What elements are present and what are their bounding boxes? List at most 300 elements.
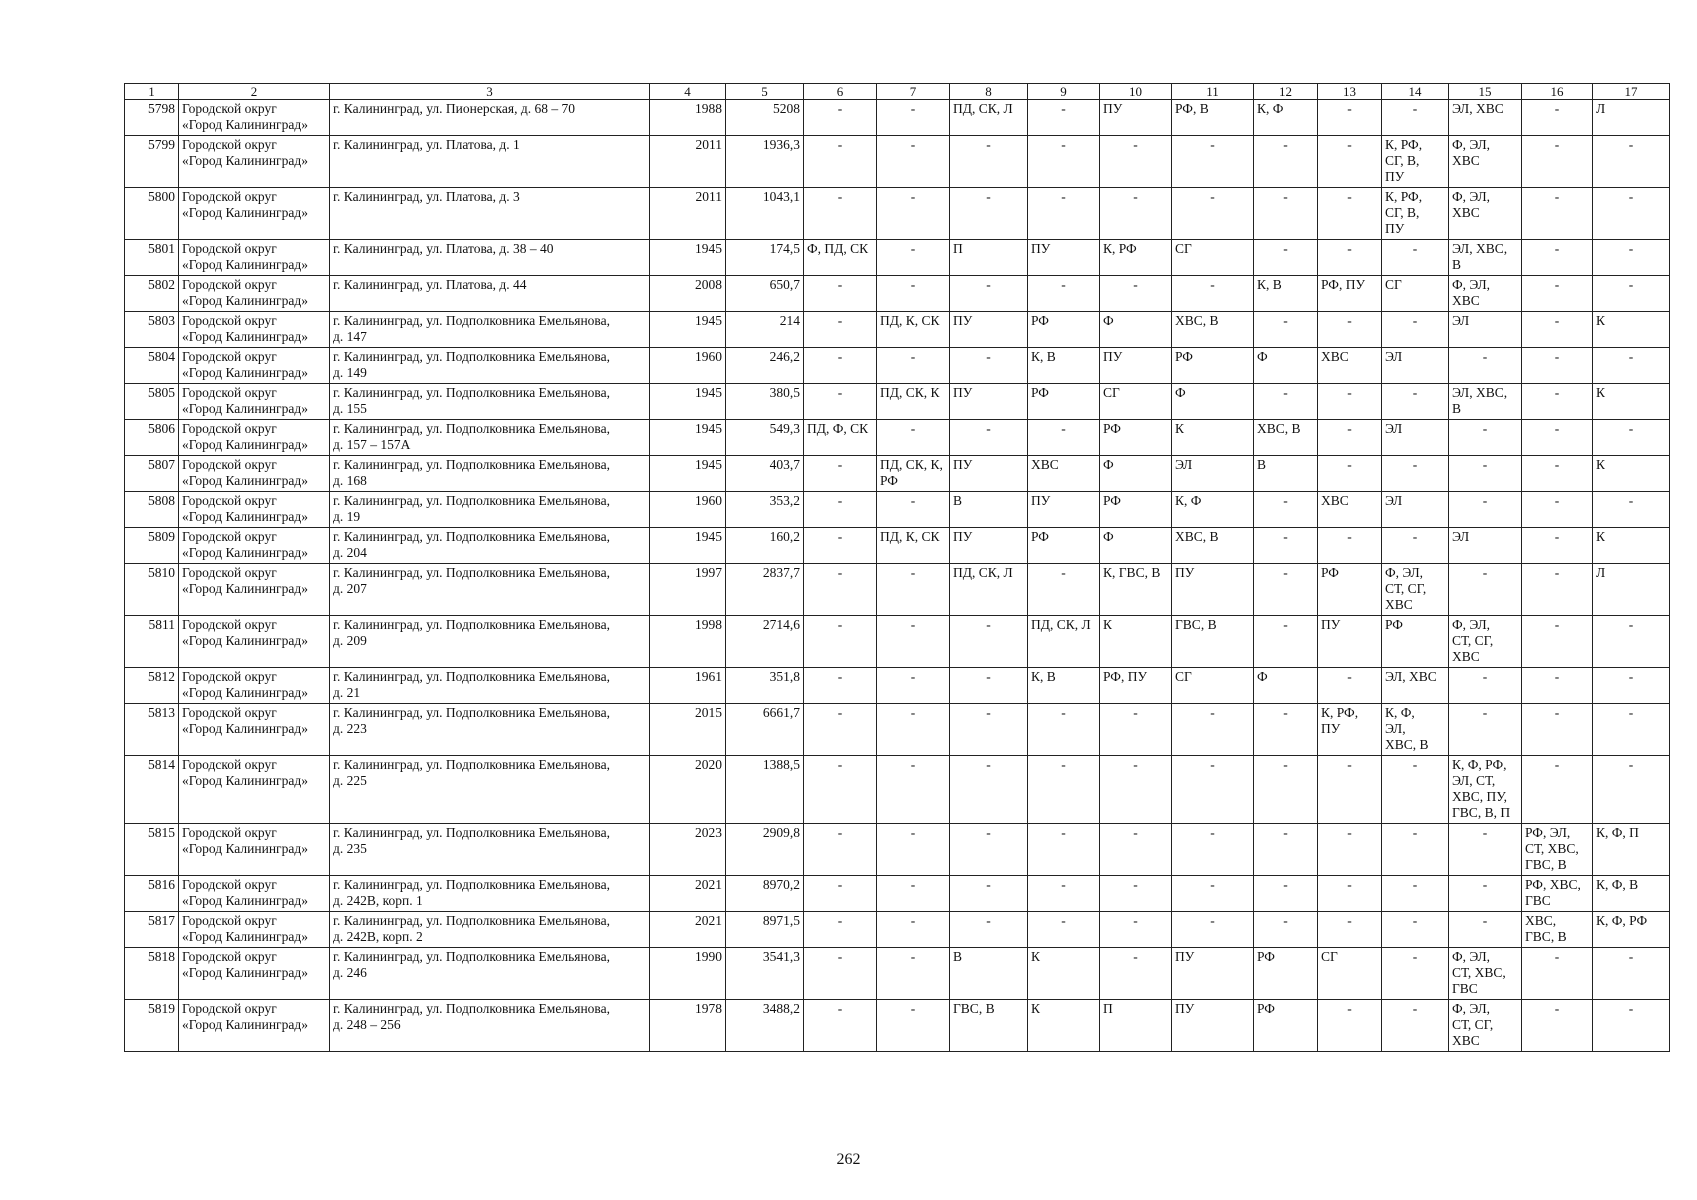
table-cell-col-4: 1945: [650, 312, 726, 348]
table-cell-col-1: 5809: [125, 528, 179, 564]
column-header-12: 12: [1254, 84, 1318, 100]
table-cell-col-2: Городской округ «Город Калининград»: [179, 528, 330, 564]
table-cell-col-13: РФ, ПУ: [1318, 276, 1382, 312]
table-cell-col-16: -: [1522, 420, 1593, 456]
table-cell-col-5: 650,7: [726, 276, 804, 312]
table-cell-col-2: Городской округ «Город Калининград»: [179, 668, 330, 704]
table-row: [125, 704, 1670, 756]
table-cell-col-15: -: [1449, 564, 1522, 616]
table-cell-col-10: ПУ: [1100, 100, 1172, 136]
table-cell-col-15: -: [1449, 824, 1522, 876]
table-cell-col-8: ПУ: [950, 528, 1028, 564]
table-cell-col-3: г. Калининград, ул. Подполковника Емельянова, д. 155: [330, 384, 650, 420]
table-cell-col-10: -: [1100, 756, 1172, 824]
table-cell-col-15: Ф, ЭЛ, ХВС: [1449, 188, 1522, 240]
table-cell-col-9: -: [1028, 912, 1100, 948]
table-cell-col-17: К, Ф, РФ: [1593, 912, 1670, 948]
table-row: [125, 756, 1670, 824]
table-cell-col-9: РФ: [1028, 312, 1100, 348]
table-cell-col-17: -: [1593, 276, 1670, 312]
table-cell-col-16: -: [1522, 348, 1593, 384]
table-row: [125, 616, 1670, 668]
table-cell-col-14: -: [1382, 100, 1449, 136]
table-cell-col-5: 2837,7: [726, 564, 804, 616]
table-cell-col-5: 8970,2: [726, 876, 804, 912]
table-row: [125, 912, 1670, 948]
table-cell-col-11: -: [1172, 276, 1254, 312]
table-cell-col-15: -: [1449, 348, 1522, 384]
table-cell-col-4: 1945: [650, 420, 726, 456]
table-cell-col-13: -: [1318, 668, 1382, 704]
table-cell-col-17: -: [1593, 616, 1670, 668]
table-cell-col-1: 5801: [125, 240, 179, 276]
table-cell-col-13: -: [1318, 420, 1382, 456]
table-cell-col-15: Ф, ЭЛ, ХВС: [1449, 136, 1522, 188]
table-cell-col-5: 353,2: [726, 492, 804, 528]
table-cell-col-10: К, РФ: [1100, 240, 1172, 276]
table-cell-col-4: 1990: [650, 948, 726, 1000]
column-header-7: 7: [877, 84, 950, 100]
table-cell-col-12: -: [1254, 704, 1318, 756]
table-cell-col-13: -: [1318, 100, 1382, 136]
table-cell-col-16: -: [1522, 1000, 1593, 1052]
table-cell-col-13: -: [1318, 384, 1382, 420]
table-cell-col-7: -: [877, 756, 950, 824]
table-cell-col-13: -: [1318, 528, 1382, 564]
table-cell-col-14: ЭЛ: [1382, 420, 1449, 456]
table-cell-col-1: 5798: [125, 100, 179, 136]
table-row: [125, 492, 1670, 528]
table-cell-col-9: -: [1028, 136, 1100, 188]
table-cell-col-7: -: [877, 420, 950, 456]
table-cell-col-10: Ф: [1100, 528, 1172, 564]
table-cell-col-11: -: [1172, 704, 1254, 756]
table-cell-col-7: -: [877, 564, 950, 616]
table-cell-col-3: г. Калининград, ул. Подполковника Емельянова, д. 147: [330, 312, 650, 348]
page-number: 262: [836, 1151, 861, 1168]
table-cell-col-17: К: [1593, 456, 1670, 492]
table-cell-col-1: 5800: [125, 188, 179, 240]
table-cell-col-16: -: [1522, 492, 1593, 528]
table-cell-col-5: 6661,7: [726, 704, 804, 756]
table-cell-col-13: -: [1318, 312, 1382, 348]
table-cell-col-9: -: [1028, 756, 1100, 824]
table-cell-col-1: 5805: [125, 384, 179, 420]
table-cell-col-6: -: [804, 756, 877, 824]
table-cell-col-3: г. Калининград, ул. Подполковника Емельянова, д. 225: [330, 756, 650, 824]
column-header-4: 4: [650, 84, 726, 100]
table-cell-col-11: -: [1172, 756, 1254, 824]
table-cell-col-16: ХВС, ГВС, В: [1522, 912, 1593, 948]
table-row: [125, 948, 1670, 1000]
table-cell-col-11: ГВС, В: [1172, 616, 1254, 668]
table-row: [125, 136, 1670, 188]
table-cell-col-16: -: [1522, 384, 1593, 420]
table-cell-col-16: -: [1522, 616, 1593, 668]
table-cell-col-11: ПУ: [1172, 948, 1254, 1000]
table-cell-col-17: -: [1593, 756, 1670, 824]
table-cell-col-3: г. Калининград, ул. Подполковника Емельянова, д. 242В, корп. 1: [330, 876, 650, 912]
table-cell-col-9: -: [1028, 100, 1100, 136]
table-cell-col-2: Городской округ «Город Калининград»: [179, 420, 330, 456]
table-cell-col-6: -: [804, 912, 877, 948]
table-cell-col-6: -: [804, 384, 877, 420]
table-cell-col-12: -: [1254, 188, 1318, 240]
table-cell-col-16: -: [1522, 564, 1593, 616]
table-cell-col-15: -: [1449, 420, 1522, 456]
table-cell-col-4: 1960: [650, 492, 726, 528]
table-cell-col-6: -: [804, 276, 877, 312]
table-cell-col-17: К: [1593, 384, 1670, 420]
table-cell-col-8: -: [950, 188, 1028, 240]
table-cell-col-7: -: [877, 912, 950, 948]
table-cell-col-12: РФ: [1254, 1000, 1318, 1052]
table-cell-col-4: 2021: [650, 912, 726, 948]
table-cell-col-4: 1988: [650, 100, 726, 136]
table-cell-col-12: К, Ф: [1254, 100, 1318, 136]
column-header-14: 14: [1382, 84, 1449, 100]
table-cell-col-2: Городской округ «Город Калининград»: [179, 616, 330, 668]
table-cell-col-8: В: [950, 948, 1028, 1000]
table-cell-col-7: -: [877, 1000, 950, 1052]
table-cell-col-12: -: [1254, 616, 1318, 668]
table-cell-col-12: РФ: [1254, 948, 1318, 1000]
table-cell-col-14: ЭЛ: [1382, 492, 1449, 528]
table-cell-col-7: -: [877, 616, 950, 668]
table-cell-col-11: СГ: [1172, 240, 1254, 276]
table-cell-col-7: -: [877, 948, 950, 1000]
table-cell-col-3: г. Калининград, ул. Подполковника Емельянова, д. 209: [330, 616, 650, 668]
table-cell-col-7: -: [877, 492, 950, 528]
table-cell-col-13: -: [1318, 912, 1382, 948]
table-cell-col-4: 1945: [650, 528, 726, 564]
table-cell-col-13: -: [1318, 1000, 1382, 1052]
table-cell-col-12: К, В: [1254, 276, 1318, 312]
table-cell-col-14: СГ: [1382, 276, 1449, 312]
table-cell-col-4: 1997: [650, 564, 726, 616]
table-cell-col-12: Ф: [1254, 348, 1318, 384]
table-cell-col-5: 174,5: [726, 240, 804, 276]
table-row: [125, 188, 1670, 240]
table-cell-col-5: 246,2: [726, 348, 804, 384]
table-cell-col-17: -: [1593, 188, 1670, 240]
table-cell-col-17: -: [1593, 704, 1670, 756]
table-cell-col-10: П: [1100, 1000, 1172, 1052]
table-cell-col-17: -: [1593, 240, 1670, 276]
table-cell-col-8: ГВС, В: [950, 1000, 1028, 1052]
table-cell-col-17: -: [1593, 136, 1670, 188]
table-cell-col-10: -: [1100, 704, 1172, 756]
table-cell-col-5: 3541,3: [726, 948, 804, 1000]
table-cell-col-1: 5818: [125, 948, 179, 1000]
table-cell-col-4: 2008: [650, 276, 726, 312]
table-cell-col-15: -: [1449, 668, 1522, 704]
column-header-9: 9: [1028, 84, 1100, 100]
table-cell-col-8: -: [950, 348, 1028, 384]
table-cell-col-7: -: [877, 348, 950, 384]
table-cell-col-12: -: [1254, 564, 1318, 616]
table-cell-col-9: -: [1028, 188, 1100, 240]
table-cell-col-16: -: [1522, 704, 1593, 756]
table-cell-col-5: 1388,5: [726, 756, 804, 824]
table-cell-col-3: г. Калининград, ул. Подполковника Емельянова, д. 223: [330, 704, 650, 756]
table-cell-col-3: г. Калининград, ул. Подполковника Емельянова, д. 242В, корп. 2: [330, 912, 650, 948]
table-cell-col-12: В: [1254, 456, 1318, 492]
table-cell-col-5: 2909,8: [726, 824, 804, 876]
table-cell-col-8: -: [950, 824, 1028, 876]
table-cell-col-16: -: [1522, 240, 1593, 276]
column-header-10: 10: [1100, 84, 1172, 100]
table-cell-col-14: -: [1382, 948, 1449, 1000]
table-row: [125, 100, 1670, 136]
table-cell-col-4: 1978: [650, 1000, 726, 1052]
table-cell-col-11: -: [1172, 188, 1254, 240]
table-cell-col-17: Л: [1593, 100, 1670, 136]
table-cell-col-6: -: [804, 1000, 877, 1052]
table-cell-col-9: -: [1028, 420, 1100, 456]
table-cell-col-1: 5804: [125, 348, 179, 384]
table-cell-col-11: РФ, В: [1172, 100, 1254, 136]
table-cell-col-8: ПУ: [950, 312, 1028, 348]
table-cell-col-5: 351,8: [726, 668, 804, 704]
table-cell-col-16: -: [1522, 188, 1593, 240]
table-cell-col-16: -: [1522, 276, 1593, 312]
table-cell-col-8: -: [950, 756, 1028, 824]
table-cell-col-8: -: [950, 136, 1028, 188]
table-cell-col-15: К, Ф, РФ, ЭЛ, СТ, ХВС, ПУ, ГВС, В, П: [1449, 756, 1522, 824]
table-cell-col-11: -: [1172, 136, 1254, 188]
table-cell-col-4: 2021: [650, 876, 726, 912]
column-header-17: 17: [1593, 84, 1670, 100]
table-row: [125, 876, 1670, 912]
table-cell-col-6: -: [804, 704, 877, 756]
table-cell-col-3: г. Калининград, ул. Подполковника Емельянова, д. 204: [330, 528, 650, 564]
table-cell-col-8: -: [950, 912, 1028, 948]
table-cell-col-2: Городской округ «Город Калининград»: [179, 912, 330, 948]
table-cell-col-2: Городской округ «Город Калининград»: [179, 240, 330, 276]
table-cell-col-14: -: [1382, 1000, 1449, 1052]
table-cell-col-3: г. Калининград, ул. Пионерская, д. 68 – 70: [330, 100, 650, 136]
table-cell-col-4: 2011: [650, 136, 726, 188]
table-row: [125, 824, 1670, 876]
table-cell-col-12: -: [1254, 136, 1318, 188]
table-cell-col-14: -: [1382, 528, 1449, 564]
table-cell-col-14: -: [1382, 384, 1449, 420]
table-cell-col-5: 1043,1: [726, 188, 804, 240]
table-cell-col-4: 1945: [650, 384, 726, 420]
table-cell-col-6: -: [804, 528, 877, 564]
table-cell-col-9: ПД, СК, Л: [1028, 616, 1100, 668]
table-cell-col-7: -: [877, 668, 950, 704]
table-cell-col-10: СГ: [1100, 384, 1172, 420]
table-cell-col-9: -: [1028, 276, 1100, 312]
table-cell-col-6: -: [804, 824, 877, 876]
table-cell-col-3: г. Калининград, ул. Платова, д. 44: [330, 276, 650, 312]
column-header-16: 16: [1522, 84, 1593, 100]
table-cell-col-3: г. Калининград, ул. Подполковника Емельянова, д. 168: [330, 456, 650, 492]
table-cell-col-17: К, Ф, П: [1593, 824, 1670, 876]
table-cell-col-14: -: [1382, 756, 1449, 824]
table-cell-col-8: ПУ: [950, 456, 1028, 492]
register-table: [124, 83, 1670, 1052]
table-row: [125, 276, 1670, 312]
table-cell-col-7: ПД, К, СК: [877, 528, 950, 564]
table-cell-col-9: РФ: [1028, 384, 1100, 420]
table-cell-col-8: -: [950, 704, 1028, 756]
table-cell-col-5: 403,7: [726, 456, 804, 492]
table-cell-col-12: -: [1254, 876, 1318, 912]
table-cell-col-14: -: [1382, 312, 1449, 348]
column-header-5: 5: [726, 84, 804, 100]
table-cell-col-3: г. Калининград, ул. Подполковника Емельянова, д. 19: [330, 492, 650, 528]
table-cell-col-17: -: [1593, 1000, 1670, 1052]
table-cell-col-14: ЭЛ: [1382, 348, 1449, 384]
table-cell-col-6: Ф, ПД, СК: [804, 240, 877, 276]
table-cell-col-1: 5806: [125, 420, 179, 456]
table-cell-col-17: К: [1593, 528, 1670, 564]
table-cell-col-10: РФ: [1100, 492, 1172, 528]
table-cell-col-12: Ф: [1254, 668, 1318, 704]
table-cell-col-14: -: [1382, 824, 1449, 876]
table-row: [125, 564, 1670, 616]
table-cell-col-2: Городской округ «Город Калининград»: [179, 876, 330, 912]
table-cell-col-8: ПД, СК, Л: [950, 564, 1028, 616]
table-cell-col-10: ПУ: [1100, 348, 1172, 384]
table-cell-col-10: -: [1100, 136, 1172, 188]
table-cell-col-4: 2011: [650, 188, 726, 240]
table-row: [125, 668, 1670, 704]
table-cell-col-4: 1945: [650, 456, 726, 492]
table-cell-col-3: г. Калининград, ул. Подполковника Емельянова, д. 157 – 157А: [330, 420, 650, 456]
table-cell-col-17: -: [1593, 668, 1670, 704]
table-cell-col-12: -: [1254, 756, 1318, 824]
table-cell-col-10: Ф: [1100, 312, 1172, 348]
table-cell-col-5: 2714,6: [726, 616, 804, 668]
table-cell-col-12: -: [1254, 312, 1318, 348]
table-cell-col-11: -: [1172, 876, 1254, 912]
table-cell-col-2: Городской округ «Город Калининград»: [179, 276, 330, 312]
table-row: [125, 528, 1670, 564]
table-cell-col-14: Ф, ЭЛ, СТ, СГ, ХВС: [1382, 564, 1449, 616]
table-cell-col-2: Городской округ «Город Калининград»: [179, 348, 330, 384]
table-cell-col-6: -: [804, 312, 877, 348]
table-cell-col-6: -: [804, 492, 877, 528]
table-cell-col-6: ПД, Ф, СК: [804, 420, 877, 456]
table-cell-col-9: К: [1028, 1000, 1100, 1052]
table-cell-col-2: Городской округ «Город Калининград»: [179, 188, 330, 240]
table-cell-col-4: 1960: [650, 348, 726, 384]
table-row: [125, 240, 1670, 276]
table-cell-col-9: -: [1028, 876, 1100, 912]
table-cell-col-1: 5812: [125, 668, 179, 704]
table-cell-col-13: ХВС: [1318, 492, 1382, 528]
table-cell-col-4: 2015: [650, 704, 726, 756]
table-cell-col-16: -: [1522, 100, 1593, 136]
table-cell-col-12: ХВС, В: [1254, 420, 1318, 456]
table-cell-col-9: ХВС: [1028, 456, 1100, 492]
table-cell-col-12: -: [1254, 492, 1318, 528]
table-cell-col-7: -: [877, 240, 950, 276]
table-cell-col-6: -: [804, 668, 877, 704]
table-cell-col-8: ПУ: [950, 384, 1028, 420]
table-cell-col-1: 5802: [125, 276, 179, 312]
table-cell-col-1: 5819: [125, 1000, 179, 1052]
table-cell-col-7: -: [877, 704, 950, 756]
table-cell-col-1: 5808: [125, 492, 179, 528]
table-cell-col-6: -: [804, 948, 877, 1000]
table-cell-col-17: Л: [1593, 564, 1670, 616]
table-cell-col-1: 5816: [125, 876, 179, 912]
table-cell-col-16: -: [1522, 136, 1593, 188]
table-cell-col-2: Городской округ «Город Калининград»: [179, 564, 330, 616]
table-cell-col-14: ЭЛ, ХВС: [1382, 668, 1449, 704]
table-cell-col-5: 214: [726, 312, 804, 348]
table-cell-col-13: К, РФ, ПУ: [1318, 704, 1382, 756]
table-cell-col-15: Ф, ЭЛ, СТ, СГ, ХВС: [1449, 1000, 1522, 1052]
table-body: [125, 100, 1670, 1052]
table-cell-col-12: -: [1254, 528, 1318, 564]
column-header-15: 15: [1449, 84, 1522, 100]
table-cell-col-10: -: [1100, 948, 1172, 1000]
table-cell-col-1: 5807: [125, 456, 179, 492]
table-cell-col-3: г. Калининград, ул. Подполковника Емельянова, д. 149: [330, 348, 650, 384]
table-cell-col-7: -: [877, 136, 950, 188]
table-cell-col-17: -: [1593, 348, 1670, 384]
table-row: [125, 348, 1670, 384]
table-cell-col-13: -: [1318, 240, 1382, 276]
table-cell-col-10: К, ГВС, В: [1100, 564, 1172, 616]
table-cell-col-1: 5817: [125, 912, 179, 948]
table-cell-col-7: ПД, СК, К, РФ: [877, 456, 950, 492]
table-cell-col-14: -: [1382, 240, 1449, 276]
table-cell-col-9: РФ: [1028, 528, 1100, 564]
table-cell-col-3: г. Калининград, ул. Платова, д. 1: [330, 136, 650, 188]
table-cell-col-14: -: [1382, 912, 1449, 948]
table-cell-col-5: 8971,5: [726, 912, 804, 948]
column-header-8: 8: [950, 84, 1028, 100]
table-cell-col-12: -: [1254, 240, 1318, 276]
table-cell-col-15: Ф, ЭЛ, СТ, ХВС, ГВС: [1449, 948, 1522, 1000]
table-cell-col-2: Городской округ «Город Калининград»: [179, 100, 330, 136]
table-cell-col-2: Городской округ «Город Калининград»: [179, 948, 330, 1000]
table-cell-col-12: -: [1254, 824, 1318, 876]
column-header-1: 1: [125, 84, 179, 100]
table-cell-col-11: ПУ: [1172, 564, 1254, 616]
table-cell-col-5: 3488,2: [726, 1000, 804, 1052]
table-cell-col-6: -: [804, 876, 877, 912]
table-cell-col-11: РФ: [1172, 348, 1254, 384]
table-cell-col-11: -: [1172, 824, 1254, 876]
table-cell-col-14: К, РФ, СГ, В, ПУ: [1382, 188, 1449, 240]
table-cell-col-16: -: [1522, 456, 1593, 492]
table-cell-col-6: -: [804, 348, 877, 384]
table-cell-col-6: -: [804, 188, 877, 240]
table-row: [125, 420, 1670, 456]
table-cell-col-2: Городской округ «Город Калининград»: [179, 456, 330, 492]
table-cell-col-11: ЭЛ: [1172, 456, 1254, 492]
table-cell-col-5: 549,3: [726, 420, 804, 456]
table-cell-col-10: -: [1100, 276, 1172, 312]
table-cell-col-7: -: [877, 824, 950, 876]
table-cell-col-1: 5813: [125, 704, 179, 756]
table-cell-col-2: Городской округ «Город Калининград»: [179, 136, 330, 188]
table-cell-col-16: РФ, ХВС, ГВС: [1522, 876, 1593, 912]
table-cell-col-10: К: [1100, 616, 1172, 668]
table-cell-col-4: 2023: [650, 824, 726, 876]
table-cell-col-4: 1945: [650, 240, 726, 276]
table-cell-col-12: -: [1254, 912, 1318, 948]
table-cell-col-6: -: [804, 136, 877, 188]
